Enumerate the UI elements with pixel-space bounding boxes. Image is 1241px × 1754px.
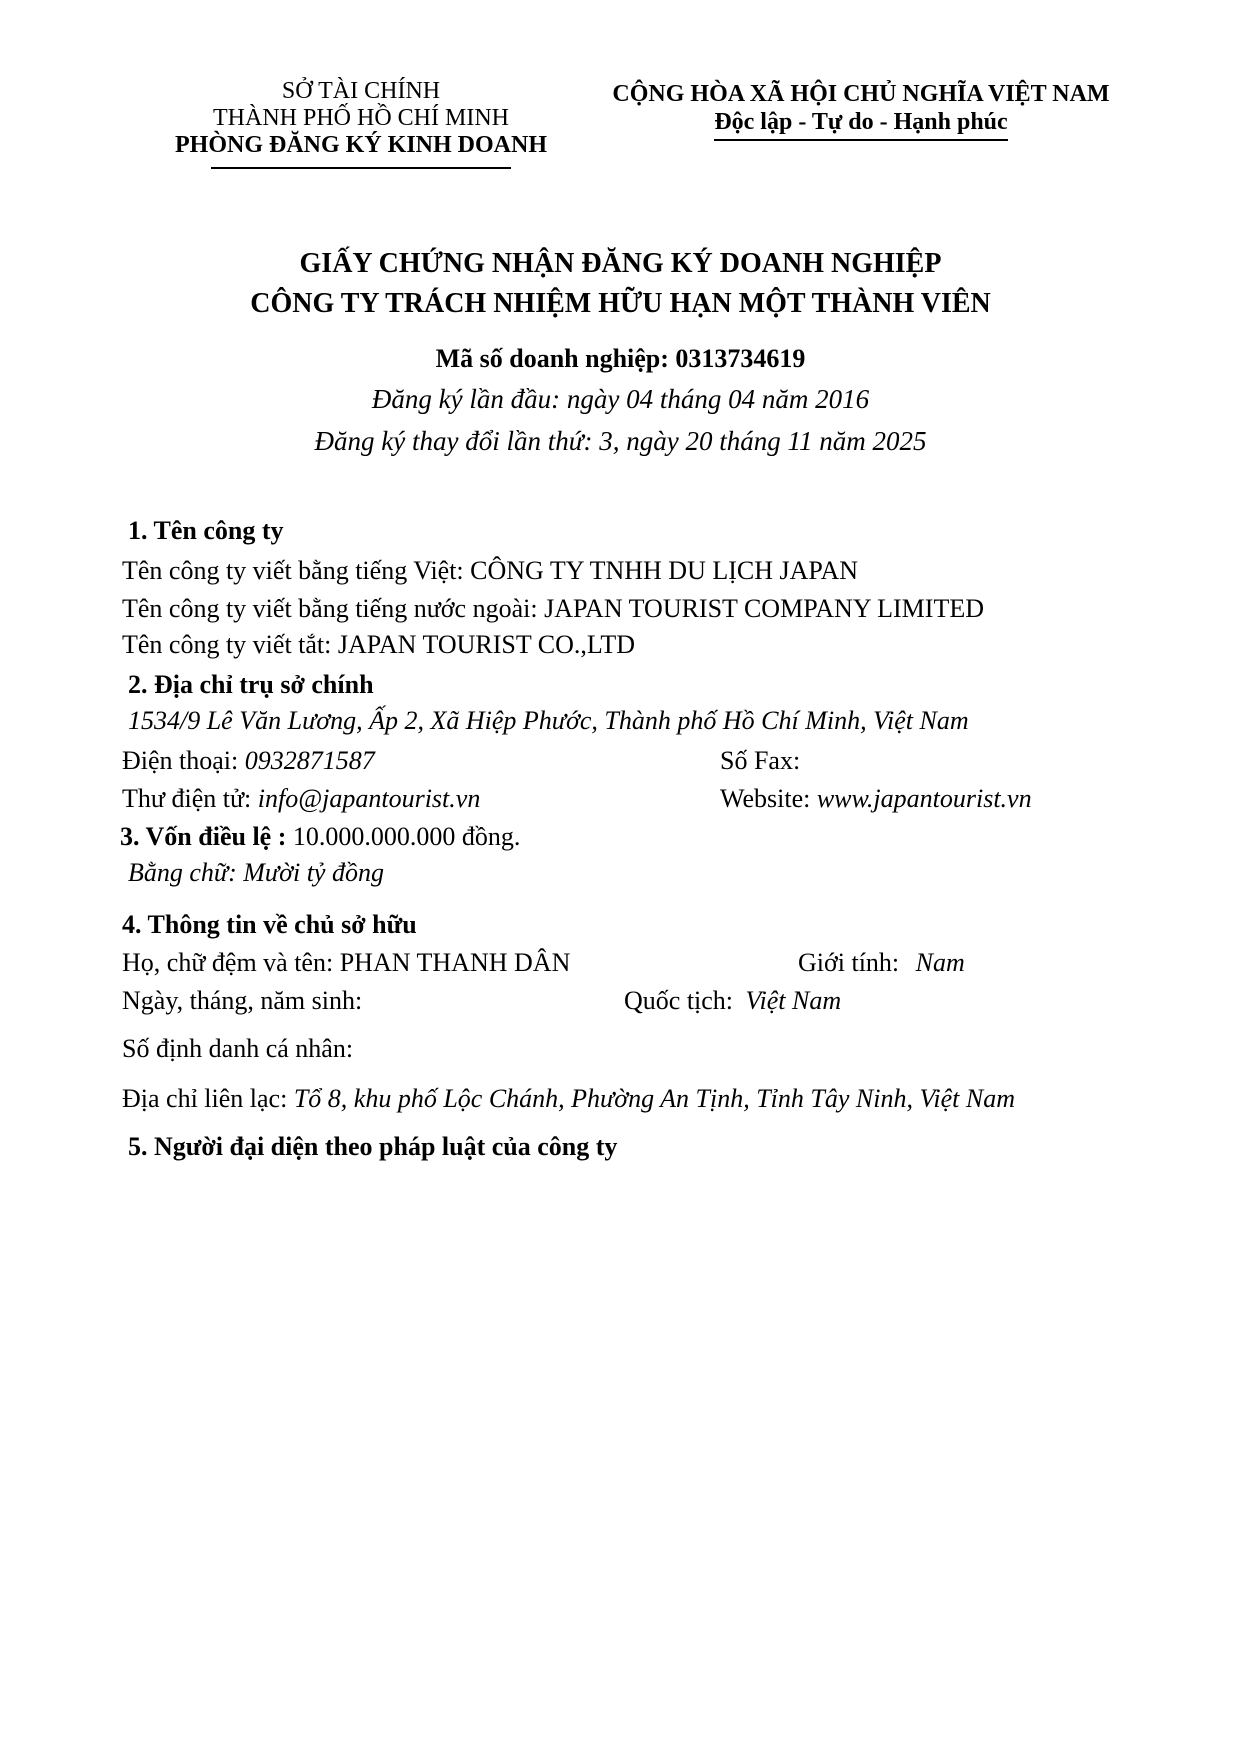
change-registration: Đăng ký thay đổi lần thứ: 3, ngày 20 tháng 11 năm 2025 (314, 426, 927, 456)
charter-capital-value: 10.000.000.000 đồng. (292, 822, 521, 851)
head-office-address: 1534/9 Lê Văn Lương, Ấp 2, Xã Hiệp Phước, Thành phố Hồ Chí Minh, Việt Nam (128, 706, 969, 735)
enterprise-code: Mã số doanh nghiệp: 0313734619 (435, 344, 806, 373)
section-2-heading: 2. Địa chỉ trụ sở chính (128, 670, 374, 699)
website-value: www.japantourist.vn (816, 784, 1032, 813)
website-label: Website: (720, 784, 811, 813)
personal-id-label: Số định danh cá nhân: (122, 1034, 354, 1063)
company-name-vn-label: Tên công ty viết bằng tiếng Việt: (122, 556, 464, 585)
section-1-heading: 1. Tên công ty (128, 516, 284, 545)
document-title-line-2: CÔNG TY TRÁCH NHIỆM HỮU HẠN MỘT THÀNH VIÊN (250, 288, 991, 319)
owner-name-label: Họ, chữ đệm và tên: (122, 948, 334, 977)
nationality-label: Quốc tịch: (624, 986, 734, 1015)
authority-line-2: THÀNH PHỐ HỒ CHÍ MINH (213, 105, 509, 131)
owner-name-row (122, 948, 570, 978)
phone-label: Điện thoại: (122, 746, 239, 775)
company-name-vn-row (122, 556, 858, 586)
company-name-short-value: JAPAN TOURIST CO.,LTD (337, 630, 636, 659)
fax-label: Số Fax: (720, 746, 801, 775)
company-name-short-label: Tên công ty viết tắt: (122, 630, 332, 659)
national-motto: Độc lập - Tự do - Hạnh phúc (714, 108, 1007, 141)
document-title-line-1: GIẤY CHỨNG NHẬN ĐĂNG KÝ DOANH NGHIỆP (299, 248, 942, 279)
contact-address-row (122, 1084, 1015, 1114)
charter-capital-in-words: Bằng chữ: Mười tỷ đồng (128, 858, 384, 887)
gender-label: Giới tính: (798, 948, 900, 977)
national-title: CỘNG HÒA XÃ HỘI CHỦ NGHĨA VIỆT NAM (612, 81, 1110, 107)
company-name-short-row (122, 630, 635, 660)
email-row (122, 784, 480, 814)
issuing-authority (120, 78, 602, 169)
dob-label: Ngày, tháng, năm sinh: (122, 986, 363, 1015)
website-row (720, 784, 1032, 814)
authority-line-1: SỞ TÀI CHÍNH (281, 78, 441, 104)
section-5-heading: 5. Người đại diện theo pháp luật của công ty (128, 1132, 618, 1161)
authority-divider (211, 167, 511, 169)
contact-address-label: Địa chỉ liên lạc: (122, 1084, 288, 1113)
owner-name-value: PHAN THANH DÂN (339, 948, 571, 977)
email-label: Thư điện tử: (122, 784, 252, 813)
gender-row (798, 948, 965, 978)
section-4-heading: 4. Thông tin về chủ sở hữu (122, 910, 417, 939)
company-name-foreign-label: Tên công ty viết bằng tiếng nước ngoài: (122, 594, 538, 623)
contact-address-value: Tổ 8, khu phố Lộc Chánh, Phường An Tịnh, Tỉnh Tây Ninh, Việt Nam (293, 1084, 1016, 1113)
nationality-row (624, 986, 841, 1016)
gender-value: Nam (915, 948, 965, 977)
company-name-foreign-row (122, 594, 984, 624)
phone-value: 0932871587 (244, 746, 375, 775)
company-name-foreign-value: JAPAN TOURIST COMPANY LIMITED (544, 594, 984, 623)
national-header (596, 80, 1126, 141)
email-value: info@japantourist.vn (257, 784, 481, 813)
charter-capital-row (120, 822, 520, 852)
nationality-value: Việt Nam (745, 986, 842, 1015)
first-registration: Đăng ký lần đầu: ngày 04 tháng 04 năm 2016 (371, 384, 870, 414)
section-3-heading: 3. Vốn điều lệ : (120, 822, 287, 851)
phone-row (122, 746, 375, 776)
company-name-vn-value: CÔNG TY TNHH DU LỊCH JAPAN (470, 556, 859, 585)
authority-line-3: PHÒNG ĐĂNG KÝ KINH DOANH (175, 132, 547, 158)
